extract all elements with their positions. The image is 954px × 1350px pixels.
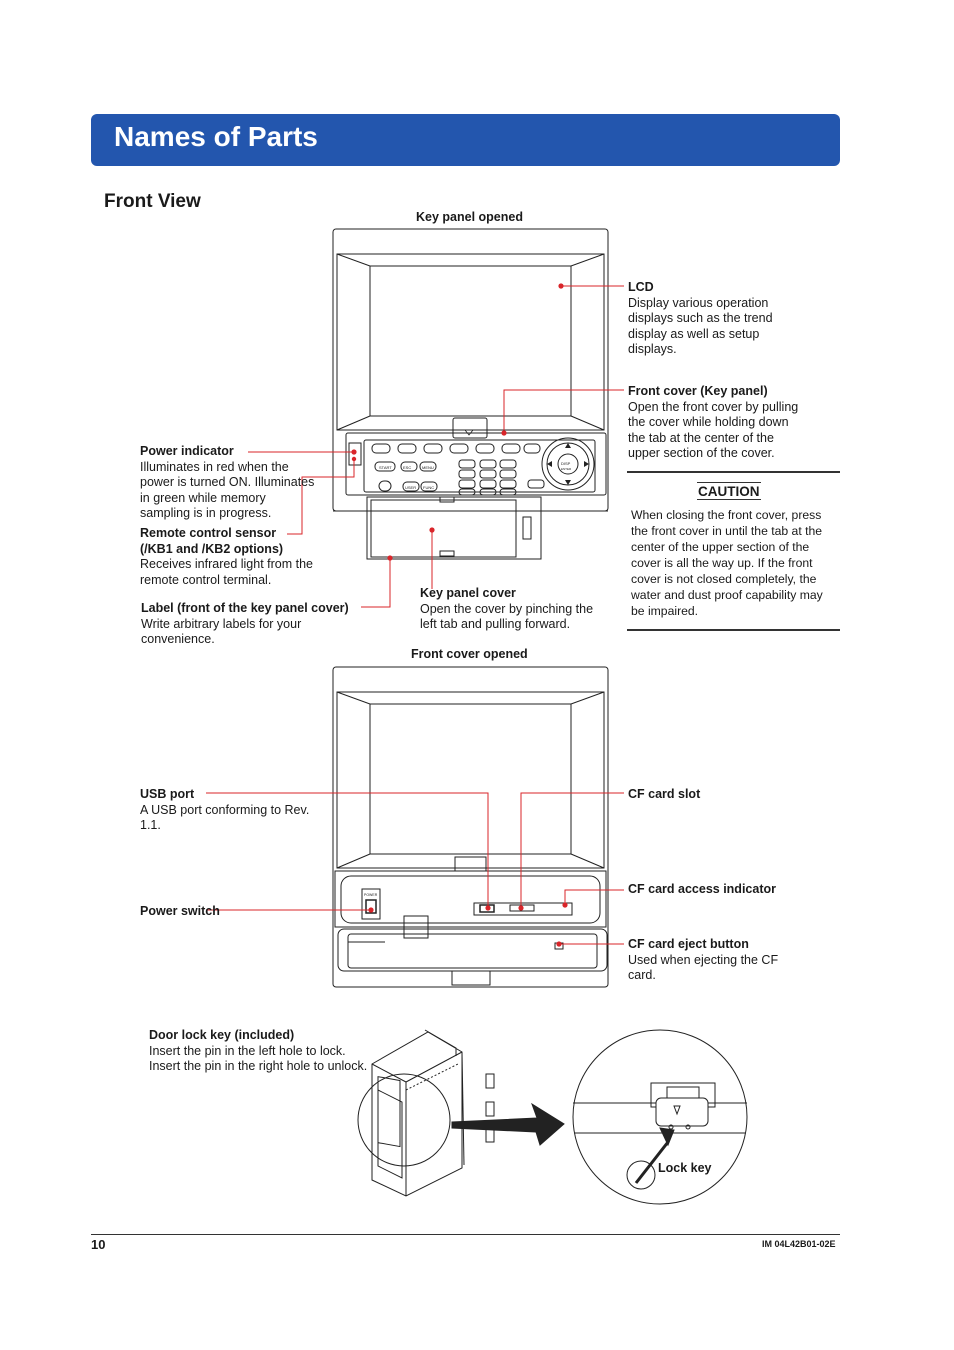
- figure-title-key-panel: Key panel opened: [416, 210, 523, 224]
- enter-key-text: ENTER: [561, 467, 572, 471]
- lock-key-label: Lock key: [658, 1161, 712, 1175]
- usb-port-label: USB port A USB port conforming to Rev. 1.1.: [140, 787, 310, 832]
- page-number: 10: [91, 1237, 106, 1252]
- key-panel-cover-label: Key panel cover Open the cover by pinching the left tab and pulling forward.: [420, 586, 594, 631]
- lcd-label-title: LCD: [628, 280, 654, 294]
- user-key-text: USER: [405, 485, 417, 490]
- esc-key-text: ESC: [403, 465, 412, 470]
- disp-key-text: DISP: [561, 461, 571, 466]
- func-key-text: FUNC: [423, 485, 435, 490]
- device-perspective-view: [358, 1030, 747, 1204]
- remote-sensor-label: Remote control sensor (/KB1 and /KB2 options) Receives infrared light from the remote control terminal.: [140, 526, 313, 587]
- caution-text: When closing the front cover, press the front cover in until the tab at the center of the upper section of the cover is all the way up. If the front cover is not closed completely, the water and dust proof capability may be impaired.: [631, 508, 823, 618]
- lcd-label: LCD Display various operation displays such as the trend display as well as setup displays.: [628, 280, 828, 358]
- cf-access-label: CF card access indicator: [628, 882, 776, 896]
- page-title: Names of Parts: [114, 121, 318, 152]
- device-front-key-panel-open: [333, 229, 608, 559]
- power-switch-label: Power switch: [140, 904, 220, 918]
- footer-rule: [91, 1234, 840, 1235]
- cf-eject-label: CF card eject button Used when ejecting the CF card.: [628, 937, 779, 982]
- figure-title-front-cover: Front cover opened: [411, 647, 528, 661]
- front-cover-label-title: Front cover (Key panel): [628, 384, 768, 398]
- start-key-text: START: [379, 465, 392, 470]
- menu-key-text: MENU: [422, 465, 434, 470]
- cf-slot-label: CF card slot: [628, 787, 701, 801]
- label-front-label: Label (front of the key panel cover) Write arbitrary labels for your convenience.: [141, 601, 349, 646]
- device-front-cover-open: [333, 667, 608, 987]
- door-lock-label: Door lock key (included) Insert the pin in the left hole to lock. Insert the pin in the right hole to unlock.: [149, 1028, 368, 1073]
- section-title: Front View: [104, 191, 201, 212]
- front-cover-label: Front cover (Key panel) Open the front cover by pulling the cover while holding down the tab at the center of the upper section of the cover.: [628, 384, 838, 462]
- power-key-text: POWER: [364, 893, 378, 897]
- document-id: IM 04L42B01-02E: [762, 1239, 836, 1249]
- power-indicator-label: Power indicator Illuminates in red when the power is turned ON. Illuminates in green while memory sampling is in progress.: [140, 444, 315, 520]
- caution-title: CAUTION: [698, 484, 760, 499]
